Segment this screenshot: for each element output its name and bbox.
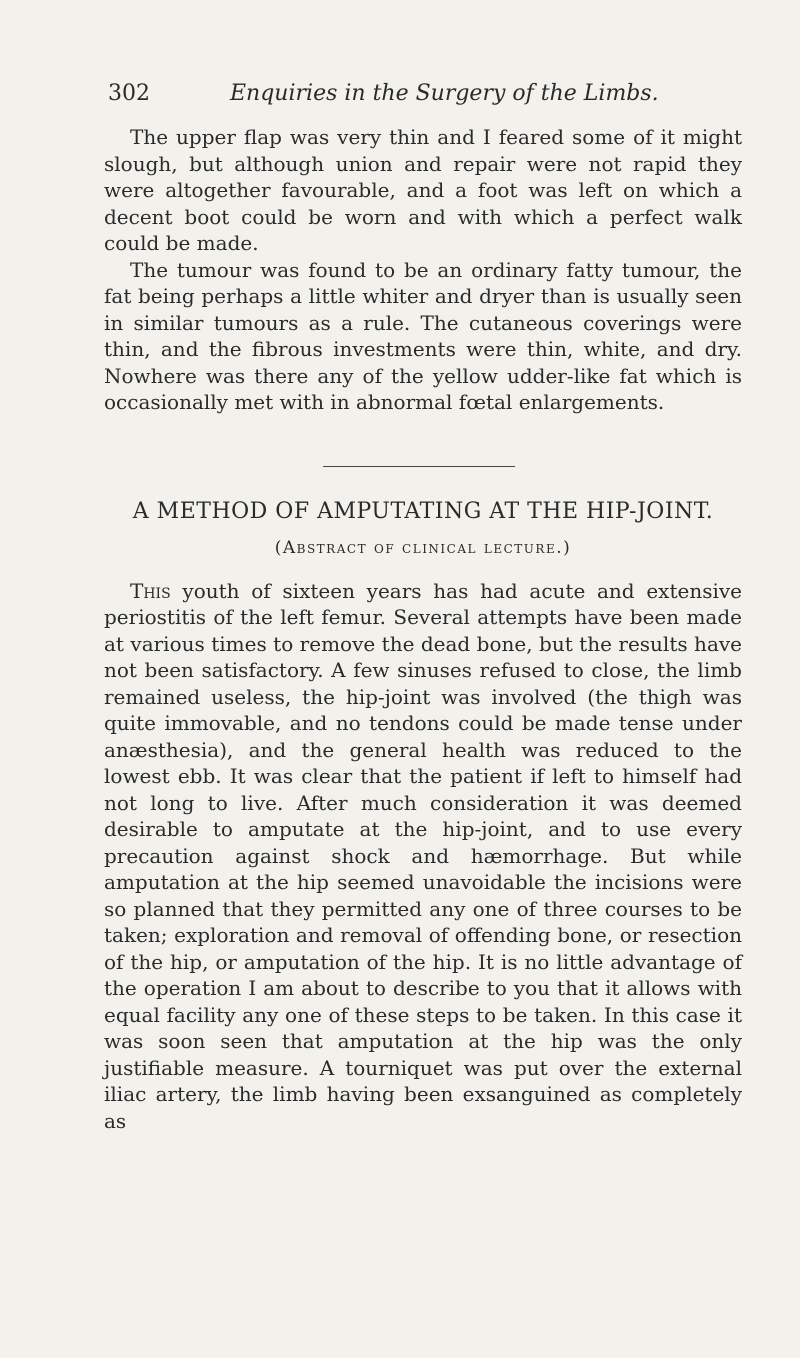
case-description-text: youth of sixteen years has had acute and extensive periostitis of the left femur. Several attempts have been made at various times to remove the dead bone, but the results have not been satisfactory. A few sinuses refused to close, the limb remained useless, the hip-joint was involved (the thigh was quite immovable, and no tendons could be made tense under anæsthesia), and the general health was reduced to the lowest ebb. It was clear that the patient if left to himself had not long to live. After much consideration it was deemed desirable to amputate at the hip-joint, and to use every precaution against shock and hæmorrhage. But while amputation at the hip seemed unavoidable the incisions were so planned that they permitted any one of three courses to be taken; exploration and removal of offending bone, or resection of the hip, or amputation of the hip. It is no little advantage of the operation I am about to describe to you that it allows with equal facility any one of these steps to be taken. In this case it was soon seen that amputation at the hip was the only justifiable measure. A tourniquet was put over the external iliac artery, the limb having been exsanguined as completely as [104,578,742,1133]
section-title: A METHOD OF AMPUTATING AT THE HIP-JOINT. [132,498,714,524]
page-number: 302 [108,81,150,106]
section-subtitle: (Abstract of clinical lecture.) [274,537,572,558]
paragraph-tumour: The tumour was found to be an ordinary fatty tumour, the fat being perhaps a little whiter and dryer than is usually seen in similar tumours as a rule. The cutaneous coverings were thin, and the fibrous investments were thin, white, and dry. Nowhere was there any of the yellow udder-like fat which is occasionally met with in abnormal fœtal enlargements. [104,257,742,414]
running-head [104,78,742,110]
section-divider [323,466,515,467]
paragraph-case-description [104,578,742,1135]
lead-word: This [130,578,171,603]
running-title: Enquiries in the Surgery of the Limbs. [230,81,659,106]
body-text [104,124,742,1134]
paragraph-upper-flap: The upper flap was very thin and I feared some of it might slough, but although union and repair were not rapid they were altogether favourable, and a foot was left on which a decent boot could be worn and with which a perfect walk could be made. [104,125,742,255]
